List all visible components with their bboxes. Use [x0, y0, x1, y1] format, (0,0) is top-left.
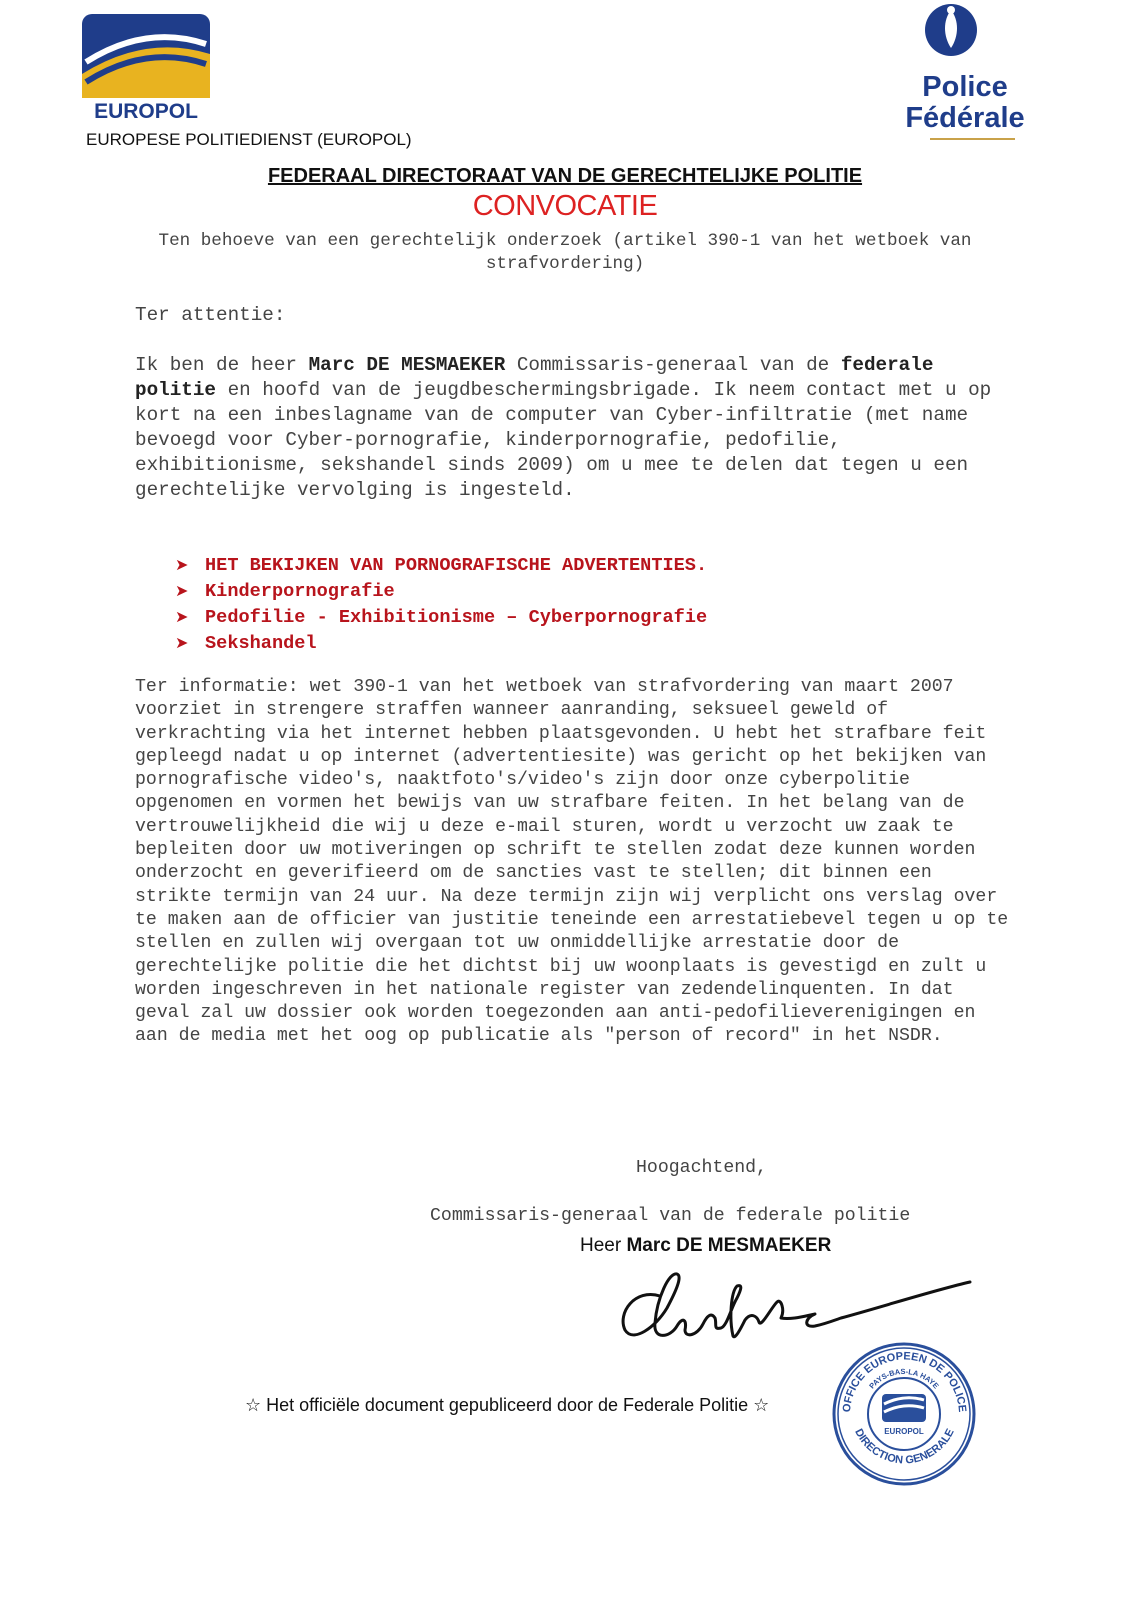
signatory-title: Commissaris-generaal van de federale politie: [430, 1206, 911, 1226]
attention-line: Ter attentie:: [135, 304, 286, 326]
police-word: Police: [922, 71, 1008, 103]
federale-word: Fédérale: [905, 102, 1025, 134]
charge-text: Sekshandel: [205, 633, 317, 654]
charge-text: HET BEKIJKEN VAN PORNOGRAFISCHE ADVERTENTIES.: [205, 555, 708, 576]
seal-top-text: OFFICE EUROPEEN DE POLICE: [840, 1350, 969, 1413]
europol-name: EUROPESE POLITIEDIENST (EUROPOL): [86, 130, 412, 149]
signatory-prefix: Heer: [580, 1235, 627, 1256]
intro-paragraph: [135, 353, 1015, 503]
handwritten-signature: [615, 1268, 975, 1348]
seal-center-text: EUROPOL: [884, 1427, 924, 1436]
document-subtitle: Ten behoeve van een gerechtelijk onderzoek (artikel 390-1 van het wetboek van strafvordering): [158, 231, 972, 274]
police-logo-underline: [930, 138, 1015, 140]
arrow-icon: ➤: [175, 607, 189, 626]
list-item: [175, 552, 707, 578]
directorate-heading: FEDERAAL DIRECTORAAT VAN DE GERECHTELIJKE POLITIE: [267, 165, 863, 187]
list-item: [175, 630, 707, 656]
document-title: CONVOCATIE: [472, 190, 658, 222]
closing-line: Hoogachtend,: [636, 1158, 767, 1178]
seal-bottom-text: DIRECTION GENERALE: [852, 1426, 957, 1467]
europol-seal: [832, 1342, 977, 1487]
charge-text: Pedofilie - Exhibitionisme – Cyberpornografie: [205, 607, 708, 628]
charge-text: Kinderpornografie: [205, 581, 395, 602]
europol-logo-text: EUROPOL: [94, 100, 198, 122]
list-item: [175, 578, 707, 604]
signatory-name: [580, 1235, 831, 1257]
footer-note: ☆ Het officiële document gepubliceerd door de Federale Politie ☆: [245, 1395, 770, 1415]
signatory-name-bold: Marc DE MESMAEKER: [626, 1235, 832, 1256]
intro-name: Marc DE MESMAEKER: [308, 354, 506, 376]
intro-prefix: Ik ben de heer: [135, 354, 309, 376]
list-item: [175, 604, 707, 630]
seal-inner-text: PAYS-BAS-LA HAYE: [867, 1366, 941, 1391]
arrow-icon: ➤: [175, 555, 189, 574]
seal-emblem: [882, 1394, 926, 1422]
arrow-icon: ➤: [175, 633, 189, 652]
charges-list: [175, 552, 707, 656]
arrow-icon: ➤: [175, 581, 189, 600]
info-paragraph: Ter informatie: wet 390-1 van het wetboek van strafvordering van maart 2007 voorziet in strengere straffen wanneer aanranding, seksueel geweld of verkrachting via het internet hebben plaatsgevonden. U hebt het strafbare feit gepleegd nadat u op internet (advertentiesite) was gericht op het bekijken van pornografische video's, naaktfoto's/video's zijn door onze cyberpolitie opgenomen en vormen het bewijs van uw strafbare feiten. In het belang van de vertrouwelijkheid die wij u deze e-mail sturen, wordt u verzocht uw zaak te bepleiten door uw motiveringen op schrift te stellen zodat deze kunnen worden onderzocht en geverifieerd om de sancties vast te stellen; dit binnen een strikte termijn van 24 uur. Na deze termijn zijn wij verplicht ons verslag over te maken aan de officier van justitie teneinde een arrestatiebevel tegen u op te stellen en zullen wij overgaan tot uw onmiddellijke arrestatie door de gerechtelijke politie die het dichtst bij uw woonplaats is gevestigd en zult u worden ingeschreven in het nationale register van zedendelinquenten. In dat geval zal uw dossier ook worden toegezonden aan anti-pedofilieverenigingen en aan de media met het oog op publicatie als "person of record" in het NSDR.: [135, 677, 1009, 1047]
intro-rest: en hoofd van de jeugdbeschermingsbrigade. Ik neem contact met u op kort na een inbeslagname van de computer van Cyber-infiltratie (met name bevoegd voor Cyber-pornografie, kinderpornografie, pedofilie, exhibitionisme, sekshandel sinds 2009) om u mee te delen dat tegen u een gerechtelijke vervolging is ingesteld.: [135, 379, 992, 501]
intro-bold-police: federale politie: [135, 354, 934, 401]
europol-logo: [82, 14, 212, 122]
intro-mid: Commissaris-generaal van de: [505, 354, 841, 376]
